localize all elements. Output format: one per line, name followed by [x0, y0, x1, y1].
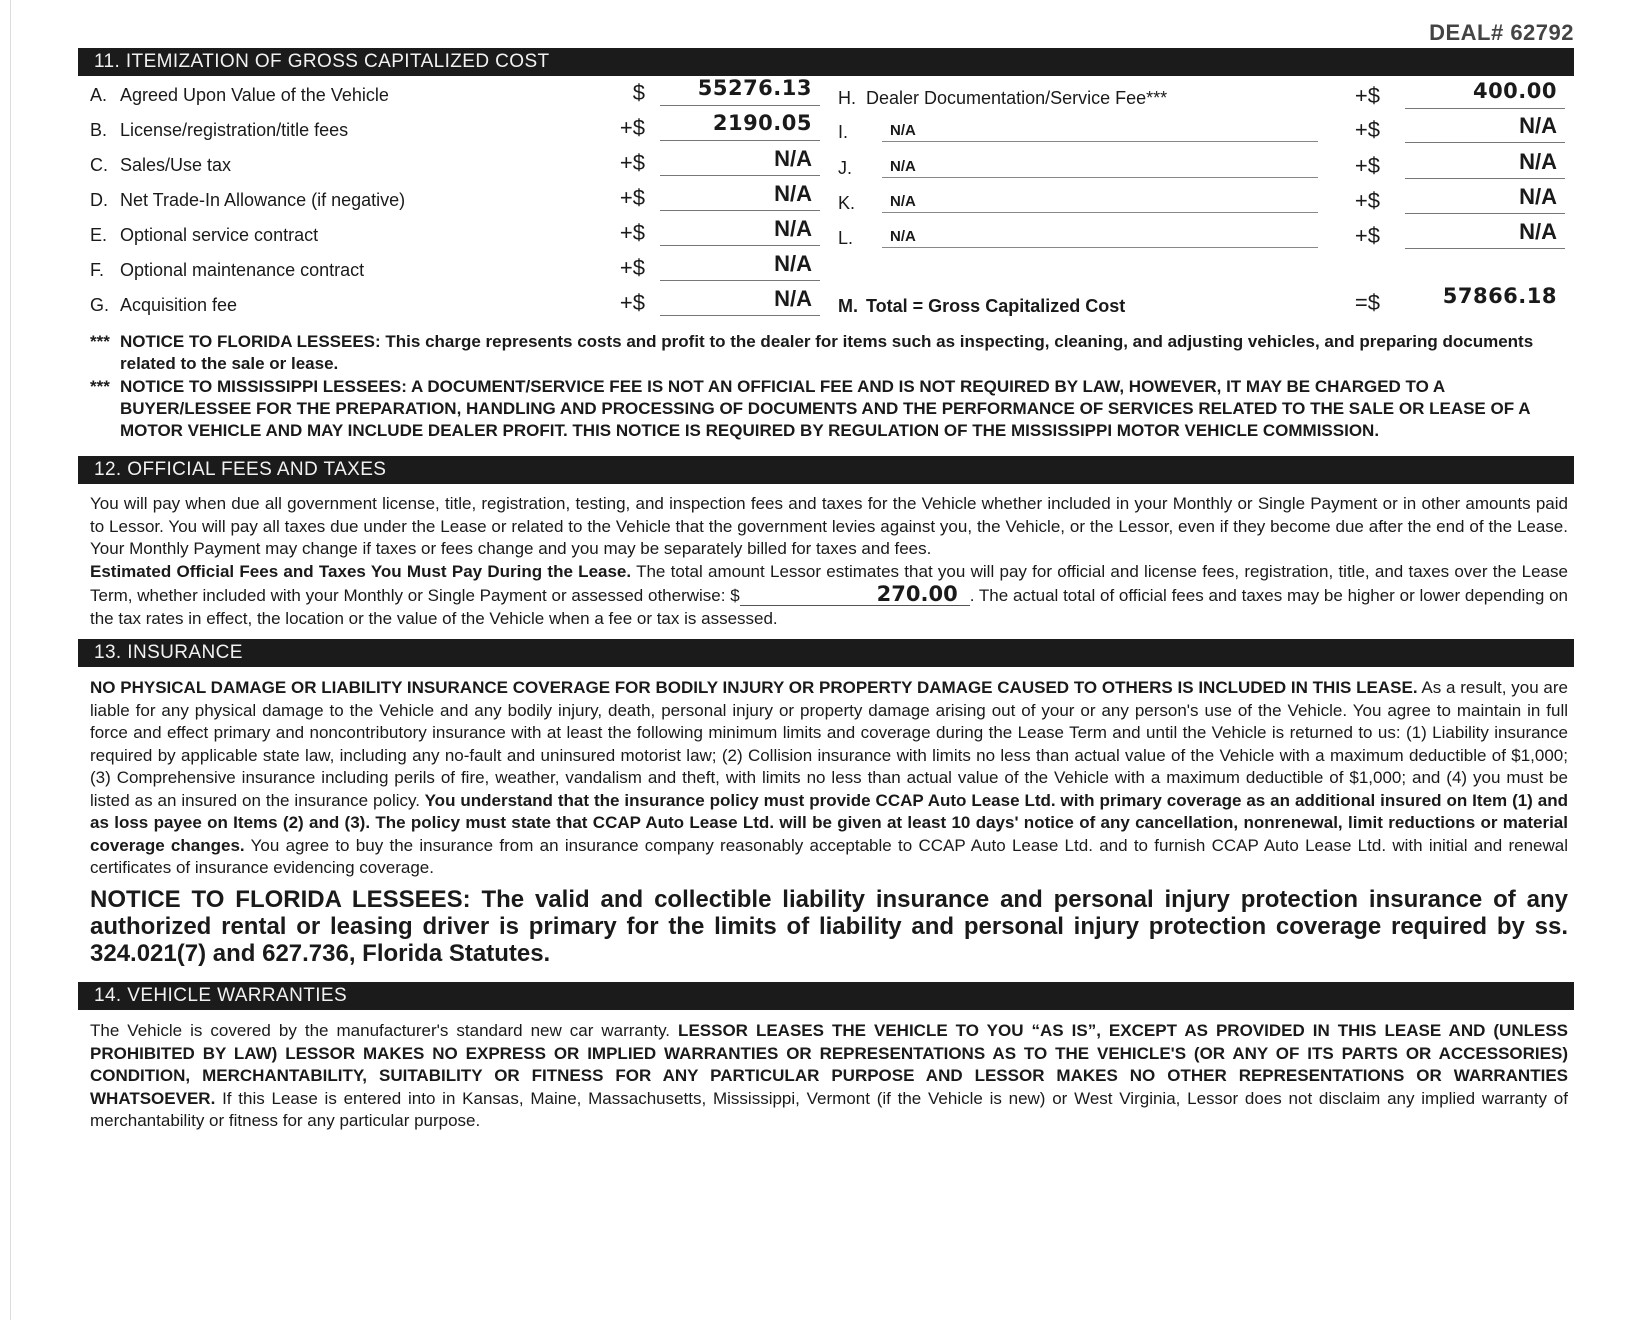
stars-marker: ***	[90, 377, 110, 396]
item-k-description[interactable]: N/A	[882, 185, 1318, 213]
section-11-header: 11. ITEMIZATION OF GROSS CAPITALIZED COST	[78, 48, 1574, 76]
fees-text: You will pay when due all government license, title, registration, testing, and inspection fees and taxes for the Vehicle whether included in your Monthly or Single Payment or in other amounts paid to Lessor. You will pay all taxes due under the Lease or related to the Vehicle that the government levies against you, the Vehicle, or the Lessor, even if they become due after the end of the Lease. Your Monthly Payment may change if taxes or fees change and you may be separately billed for taxes and fees.	[90, 494, 1568, 558]
item-sign: +$	[619, 115, 645, 140]
item-letter: L.	[838, 228, 854, 248]
item-sign: +$	[1354, 153, 1380, 178]
item-e-value[interactable]: N/A	[660, 216, 820, 246]
official-fees-paragraph	[90, 493, 1568, 630]
item-d-value[interactable]: N/A	[660, 181, 820, 211]
item-j-value[interactable]: N/A	[1405, 149, 1565, 179]
item-j-description[interactable]: N/A	[882, 150, 1318, 178]
section-12-header: 12. OFFICIAL FEES AND TAXES	[78, 456, 1574, 484]
notice-text: NOTICE TO FLORIDA LESSEES: This charge represents costs and profit to the dealer for items such as inspecting, cleaning, and adjusting vehicles, and preparing documents related to the sale or lease.	[120, 332, 1534, 373]
warranties-paragraph	[90, 1020, 1568, 1133]
item-sign: +$	[619, 290, 645, 315]
page-edge-line	[10, 0, 11, 1320]
item-f-value[interactable]: N/A	[660, 251, 820, 281]
fees-text: . The actual total of official fees and taxes may be higher or lower depending on the tax rates in effect, the location or the value of the Vehicle when a fee or tax is assessed.	[90, 586, 1568, 628]
florida-insurance-notice: NOTICE TO FLORIDA LESSEES: The valid and collectible liability insurance and personal injury protection insurance of any authorized rental or leasing driver is primary for the limits of liability and personal injury protection coverage required by ss. 324.021(7) and 627.736, Florida Statutes.	[90, 886, 1568, 967]
item-h-value[interactable]: 400.00	[1405, 79, 1565, 109]
insurance-text: As a result, you are liable for any physical damage to the Vehicle and any bodily injury, death, personal injury or property damage arising out of your or any person's use of the Vehicle. You agree to maintain in full force and effect primary and noncontributory insurance with at least the following minimum limits and coverage during the Lease Term and until the Vehicle is returned to us: (1) Liability insurance required by applicable state law, including any no-fault and uninsured motorist law; (2) Collision insurance with limits no less than actual value of the Vehicle with a maximum deductible of $1,000; (3) Comprehensive insurance including perils of fire, weather, vandalism and theft, with limits no less than actual value of the Vehicle with a maximum deductible of $1,000; and (4) you must be listed as an insured on the insurance policy.	[90, 678, 1569, 810]
item-label: License/registration/title fees	[120, 120, 349, 140]
insurance-bold-text: You understand that the insurance policy must provide CCAP Auto Lease Ltd. with primary coverage as an additional insured on Item (1) and as loss payee on Items (2) and (3). The policy must state that CCAP Auto Lease Ltd. will be given at least 10 days' notice of any cancellation, nonrenewal, limit reductions or material coverage changes.	[90, 790, 1568, 855]
fees-text: The total amount Lessor estimates that you will pay for official and license fees, registration, title, and taxes over the Lease Term, whether included with your Monthly or Single Payment or assessed otherwise: $	[90, 561, 1568, 605]
mississippi-dealer-fee-notice	[90, 376, 1566, 442]
item-sign: +$	[1354, 117, 1380, 142]
notice-text: NOTICE TO MISSISSIPPI LESSEES: A DOCUMENT/SERVICE FEE IS NOT AN OFFICIAL FEE AND IS NOT REQUIRED BY LAW, HOWEVER, IT MAY BE CHARGED TO A BUYER/LESSEE FOR THE PREPARATION, HANDLING AND PROCESSING OF DOCUMENTS AND THE PERFORMANCE OF SERVICES RELATED TO THE SALE OR LEASE OF A MOTOR VEHICLE AND MAY INCLUDE DEALER PROFIT. THIS NOTICE IS REQUIRED BY REGULATION OF THE MISSISSIPPI MOTOR VEHICLE COMMISSION.	[120, 377, 1530, 440]
item-l-value[interactable]: N/A	[1405, 219, 1565, 249]
item-sign: +$	[619, 220, 645, 245]
item-letter: F.	[90, 260, 105, 280]
item-label: Net Trade-In Allowance (if negative)	[120, 190, 406, 210]
item-sign: $	[632, 80, 645, 105]
item-i-description[interactable]: N/A	[882, 114, 1318, 142]
item-letter: B.	[90, 120, 108, 140]
item-k-value[interactable]: N/A	[1405, 184, 1565, 214]
item-letter: I.	[838, 122, 849, 142]
item-letter: C.	[90, 155, 108, 175]
item-letter: M.	[838, 296, 858, 316]
item-l-description[interactable]: N/A	[882, 220, 1318, 248]
estimated-fees-heading: Estimated Official Fees and Taxes You Must Pay During the Lease.	[90, 561, 632, 581]
item-letter: K.	[838, 193, 856, 213]
item-letter: J.	[838, 158, 853, 178]
item-letter: D.	[90, 190, 108, 210]
warranty-text: The Vehicle is covered by the manufacturer's standard new car warranty.	[90, 1021, 671, 1040]
total-label: Total = Gross Capitalized Cost	[866, 296, 1126, 316]
florida-dealer-fee-notice	[90, 331, 1566, 375]
item-sign: +$	[1354, 188, 1380, 213]
item-label: Optional maintenance contract	[120, 260, 365, 280]
item-letter: A.	[90, 85, 108, 105]
section-14-header: 14. VEHICLE WARRANTIES	[78, 982, 1574, 1010]
item-a-value[interactable]: 55276.13	[660, 76, 820, 106]
item-label: Optional service contract	[120, 225, 319, 245]
insurance-text: You agree to buy the insurance from an insurance company reasonably acceptable to CCAP Auto Lease Ltd. and to furnish CCAP Auto Lease Ltd. with initial and renewal certificates of insurance evidencing coverage.	[90, 835, 1569, 877]
deal-number: DEAL# 62792	[1429, 20, 1574, 45]
item-label: Acquisition fee	[120, 295, 238, 315]
item-letter: G.	[90, 295, 110, 315]
warranty-bold-text: LESSOR LEASES THE VEHICLE TO YOU “AS IS”, EXCEPT AS PROVIDED IN THIS LEASE AND (UNLESS PROHIBITED BY LAW) LESSOR MAKES NO EXPRESS OR IMPLIED WARRANTIES OR REPRESENTATIONS AS TO THE VEHICLE'S (OR ANY OF ITS PARTS OR ACCESSORIES) CONDITION, MERCHANTABILITY, SUITABILITY OR FITNESS FOR ANY PARTICULAR PURPOSE AND LESSOR MAKES NO OTHER REPRESENTATIONS OR WARRANTIES WHATSOEVER.	[90, 1021, 1568, 1108]
item-sign: =$	[1354, 290, 1380, 315]
item-letter: H.	[838, 88, 856, 108]
stars-marker: ***	[90, 332, 110, 351]
item-label: Agreed Upon Value of the Vehicle	[120, 85, 389, 105]
item-b-value[interactable]: 2190.05	[660, 111, 820, 141]
total-value[interactable]: 57866.18	[1442, 284, 1557, 308]
item-label: Sales/Use tax	[120, 155, 232, 175]
item-g-value[interactable]: N/A	[660, 286, 820, 316]
item-letter: E.	[90, 225, 108, 245]
insurance-paragraph	[90, 677, 1568, 880]
item-sign: +$	[1354, 223, 1380, 248]
item-sign: +$	[619, 150, 645, 175]
item-c-value[interactable]: N/A	[660, 146, 820, 176]
item-sign: +$	[619, 185, 645, 210]
item-label: Dealer Documentation/Service Fee***	[866, 88, 1168, 108]
estimated-fees-value[interactable]: 270.00	[740, 583, 970, 606]
section-13-header: 13. INSURANCE	[78, 639, 1574, 667]
item-i-value[interactable]: N/A	[1405, 113, 1565, 143]
item-sign: +$	[619, 255, 645, 280]
warranty-text: If this Lease is entered into in Kansas, Maine, Massachusetts, Mississippi, Vermont (if the Vehicle is new) or West Virginia, Lessor does not disclaim any implied warranty of merchantability or fitness for any particular purpose.	[90, 1088, 1568, 1130]
insurance-bold-text: NO PHYSICAL DAMAGE OR LIABILITY INSURANCE COVERAGE FOR BODILY INJURY OR PROPERTY DAMAGE CAUSED TO OTHERS IS INCLUDED IN THIS LEASE.	[90, 678, 1418, 697]
item-sign: +$	[1354, 83, 1380, 108]
